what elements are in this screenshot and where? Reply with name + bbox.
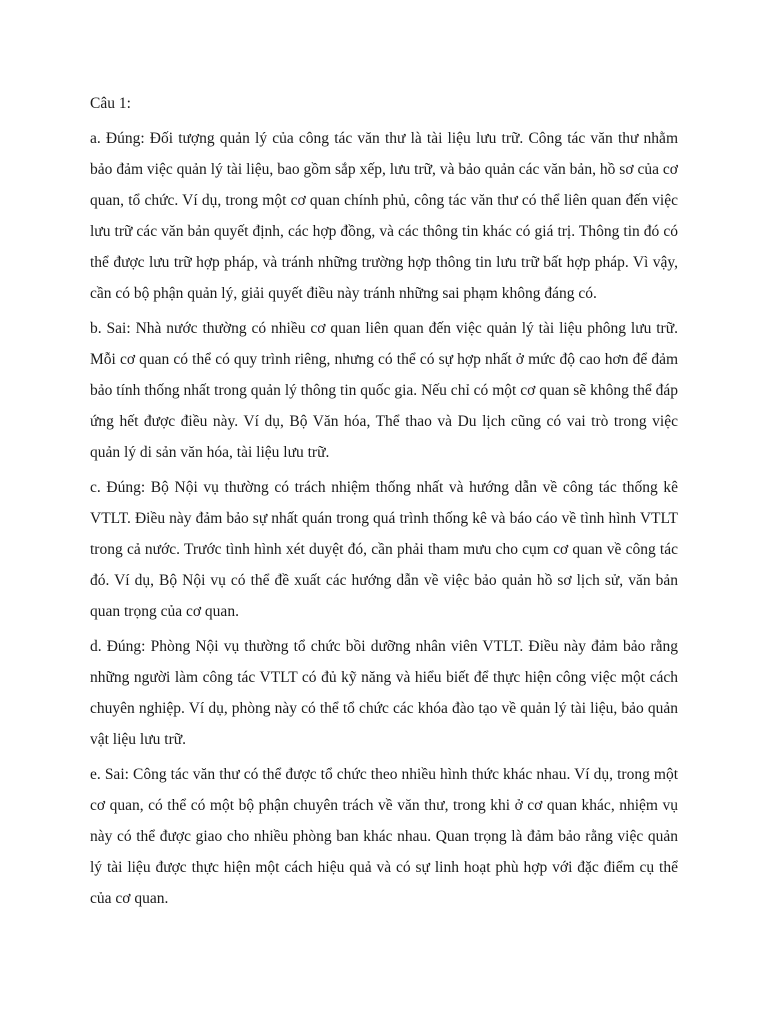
answer-paragraph-a: a. Đúng: Đối tượng quản lý của công tác văn thư là tài liệu lưu trữ. Công tác văn thư nhằm bảo đảm việc quản lý tài liệu, bao gồm sắp xếp, lưu trữ, và bảo quản các văn bản, hồ sơ của cơ quan, tổ chức. Ví dụ, trong một cơ quan chính phủ, công tác văn thư có thể liên quan đến việc lưu trữ các văn bản quyết định, các hợp đồng, và các thông tin khác có giá trị. Thông tin đó có thể được lưu trữ hợp pháp, và tránh những trường hợp thông tin lưu trữ bất hợp pháp. Vì vậy, cần có bộ phận quản lý, giải quyết điều này tránh những sai phạm không đáng có. — [90, 130, 678, 302]
answer-paragraph-e: e. Sai: Công tác văn thư có thể được tổ chức theo nhiều hình thức khác nhau. Ví dụ, trong một cơ quan, có thể có một bộ phận chuyên trách về văn thư, trong khi ở cơ quan khác, nhiệm vụ này có thể được giao cho nhiều phòng ban khác nhau. Quan trọng là đảm bảo rằng việc quản lý tài liệu được thực hiện một cách hiệu quả và có sự linh hoạt phù hợp với đặc điểm cụ thể của cơ quan. — [90, 766, 678, 907]
question-heading: Câu 1: — [90, 95, 131, 112]
document-page — [90, 88, 678, 918]
answer-paragraph-d: d. Đúng: Phòng Nội vụ thường tổ chức bồi dưỡng nhân viên VTLT. Điều này đảm bảo rằng những người làm công tác VTLT có đủ kỹ năng và hiểu biết để thực hiện công việc một cách chuyên nghiệp. Ví dụ, phòng này có thể tổ chức các khóa đào tạo về quản lý tài liệu, bảo quản vật liệu lưu trữ. — [90, 638, 678, 748]
answer-paragraph-c: c. Đúng: Bộ Nội vụ thường có trách nhiệm thống nhất và hướng dẫn về công tác thống kê VTLT. Điều này đảm bảo sự nhất quán trong quá trình thống kê và báo cáo về tình hình VTLT trong cả nước. Trước tình hình xét duyệt đó, cần phải tham mưu cho cụm cơ quan về công tác đó. Ví dụ, Bộ Nội vụ có thể đề xuất các hướng dẫn về việc bảo quản hồ sơ lịch sử, văn bản quan trọng của cơ quan. — [90, 479, 678, 620]
answer-paragraph-b: b. Sai: Nhà nước thường có nhiều cơ quan liên quan đến việc quản lý tài liệu phông lưu trữ. Mỗi cơ quan có thể có quy trình riêng, nhưng có thể có sự hợp nhất ở mức độ cao hơn để đảm bảo tính thống nhất trong quản lý thông tin quốc gia. Nếu chỉ có một cơ quan sẽ không thể đáp ứng hết được điều này. Ví dụ, Bộ Văn hóa, Thể thao và Du lịch cũng có vai trò trong việc quản lý di sản văn hóa, tài liệu lưu trữ. — [90, 320, 678, 461]
